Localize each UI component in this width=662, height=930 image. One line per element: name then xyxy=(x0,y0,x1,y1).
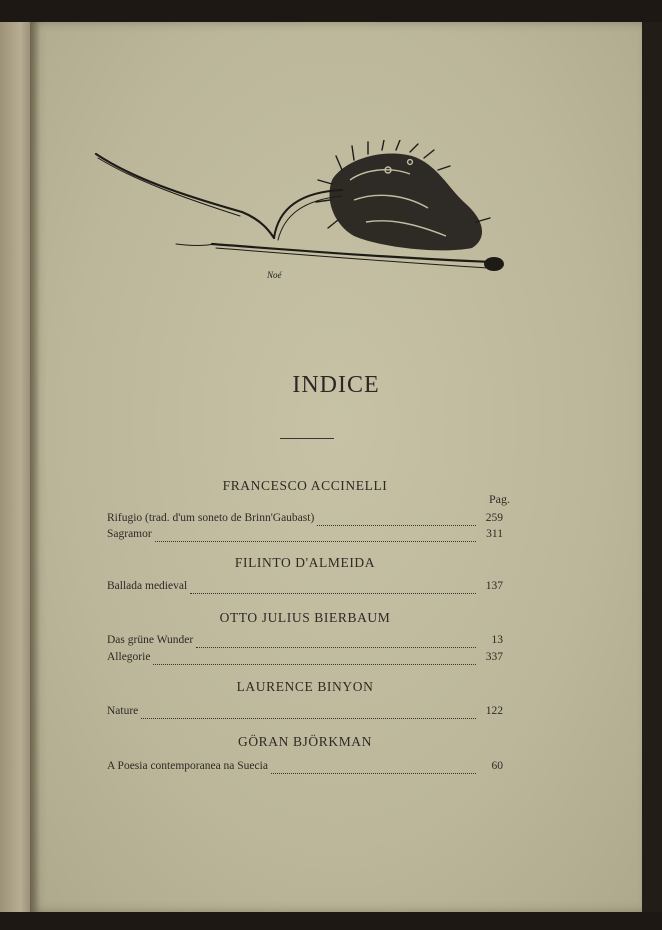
index-entry[interactable] xyxy=(107,528,503,544)
entry-page: 122 xyxy=(485,705,503,717)
index-entry[interactable] xyxy=(107,760,503,776)
index-entry[interactable] xyxy=(107,651,503,667)
entry-title: Das grüne Wunder xyxy=(107,634,194,646)
entry-title: A Poesia contemporanea na Suecia xyxy=(107,760,268,772)
entry-page: 259 xyxy=(485,512,503,524)
entry-title: Allegorie xyxy=(107,651,151,663)
title-divider xyxy=(280,438,334,439)
dot-leader xyxy=(155,533,476,542)
dot-leader xyxy=(153,656,476,665)
section-author: LAURENCE BINYON xyxy=(236,679,374,694)
previous-page-edge xyxy=(0,22,34,912)
entry-page: 13 xyxy=(491,634,503,646)
section-author: GÖRAN BJÖRKMAN xyxy=(237,734,373,749)
dot-leader xyxy=(190,585,476,594)
index-entry[interactable] xyxy=(107,705,503,721)
section-author: FRANCESCO ACCINELLI xyxy=(222,478,388,493)
entry-title: Ballada medieval xyxy=(107,580,188,592)
right-binding xyxy=(642,22,662,912)
index-entry[interactable] xyxy=(107,580,503,596)
index-entry[interactable] xyxy=(107,512,503,528)
entry-page: 137 xyxy=(485,580,503,592)
entry-page: 311 xyxy=(486,528,503,540)
index-entry[interactable] xyxy=(107,634,503,650)
page-gutter-shadow xyxy=(30,22,40,912)
entry-page: 60 xyxy=(491,760,503,772)
entry-page: 337 xyxy=(485,651,503,663)
dot-leader xyxy=(271,765,476,774)
dot-leader xyxy=(141,710,476,719)
entry-title: Rifugio (trad. d'um soneto de Brinn'Gaubast) xyxy=(107,512,315,524)
page-title: INDICE xyxy=(292,372,380,398)
section-author: OTTO JULIUS BIERBAUM xyxy=(219,610,391,625)
entry-title: Nature xyxy=(107,705,139,717)
dot-leader xyxy=(196,639,476,648)
artist-signature: Noé xyxy=(267,270,282,280)
dot-leader xyxy=(317,517,476,526)
page-column-label: Pag. xyxy=(489,492,510,506)
entry-title: Sagramor xyxy=(107,528,152,540)
section-author: FILINTO D'ALMEIDA xyxy=(234,555,376,570)
chestnut-branch-illustration xyxy=(92,140,512,290)
